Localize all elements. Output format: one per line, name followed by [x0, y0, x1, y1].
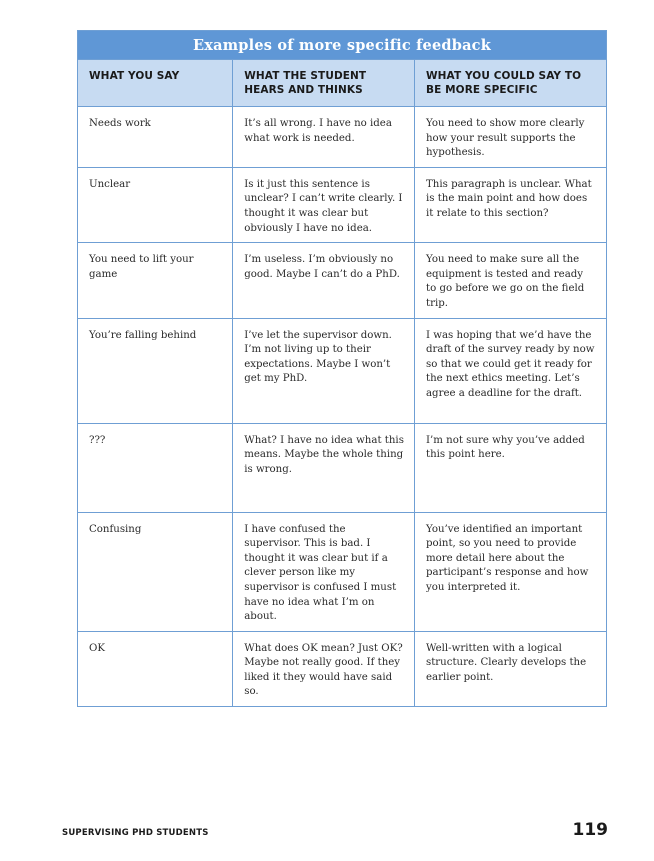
table-row: [78, 631, 607, 706]
cell-hears: Is it just this sentence is unclear? I can’t write clearly. I thought it was clear but obviously I have no idea.: [233, 167, 415, 242]
table-row: [78, 107, 607, 168]
cell-specific: You need to make sure all the equipment is tested and ready to go before we go on the field trip.: [414, 243, 606, 318]
cell-specific: You need to show more clearly how your result supports the hypothesis.: [414, 107, 606, 168]
cell-say: You need to lift your game: [78, 243, 233, 318]
cell-hears: I’m useless. I’m obviously no good. Maybe I can’t do a PhD.: [233, 243, 415, 318]
header-what-you-say: WHAT YOU SAY: [78, 60, 233, 107]
cell-say: Needs work: [78, 107, 233, 168]
cell-specific: You’ve identified an important point, so you need to provide more detail here about the participant’s response and how you interpreted it.: [414, 512, 606, 631]
cell-specific: I’m not sure why you’ve added this point here.: [414, 423, 606, 512]
cell-specific: This paragraph is unclear. What is the main point and how does it relate to this section?: [414, 167, 606, 242]
footer-book-title: SUPERVISING PHD STUDENTS: [62, 828, 209, 838]
cell-say: OK: [78, 631, 233, 706]
table-row: [78, 167, 607, 242]
cell-say: You’re falling behind: [78, 318, 233, 423]
cell-hears: What? I have no idea what this means. Maybe the whole thing is wrong.: [233, 423, 415, 512]
table-row: [78, 318, 607, 423]
header-what-student-hears: WHAT THE STUDENT HEARS AND THINKS: [233, 60, 415, 107]
cell-hears: I have confused the supervisor. This is bad. I thought it was clear but if a clever person like my supervisor is confused I must have no idea what I’m on about.: [233, 512, 415, 631]
cell-say: Confusing: [78, 512, 233, 631]
table-title: Examples of more specific feedback: [78, 31, 607, 60]
cell-specific: I was hoping that we’d have the draft of the survey ready by now so that we could get it ready for the next ethics meeting. Let’s agree a deadline for the draft.: [414, 318, 606, 423]
table-row: [78, 512, 607, 631]
cell-say: Unclear: [78, 167, 233, 242]
table-row: [78, 423, 607, 512]
cell-say: ???: [78, 423, 233, 512]
header-row: [78, 60, 607, 107]
feedback-table: [77, 30, 607, 707]
cell-specific: Well-written with a logical structure. Clearly develops the earlier point.: [414, 631, 606, 706]
page-number: 119: [572, 820, 608, 840]
table-row: [78, 243, 607, 318]
cell-hears: It’s all wrong. I have no idea what work is needed.: [233, 107, 415, 168]
cell-hears: I’ve let the supervisor down. I’m not living up to their expectations. Maybe I won’t get my PhD.: [233, 318, 415, 423]
header-what-you-could-say: WHAT YOU COULD SAY TO BE MORE SPECIFIC: [414, 60, 606, 107]
cell-hears: What does OK mean? Just OK? Maybe not really good. If they liked it they would have said so.: [233, 631, 415, 706]
